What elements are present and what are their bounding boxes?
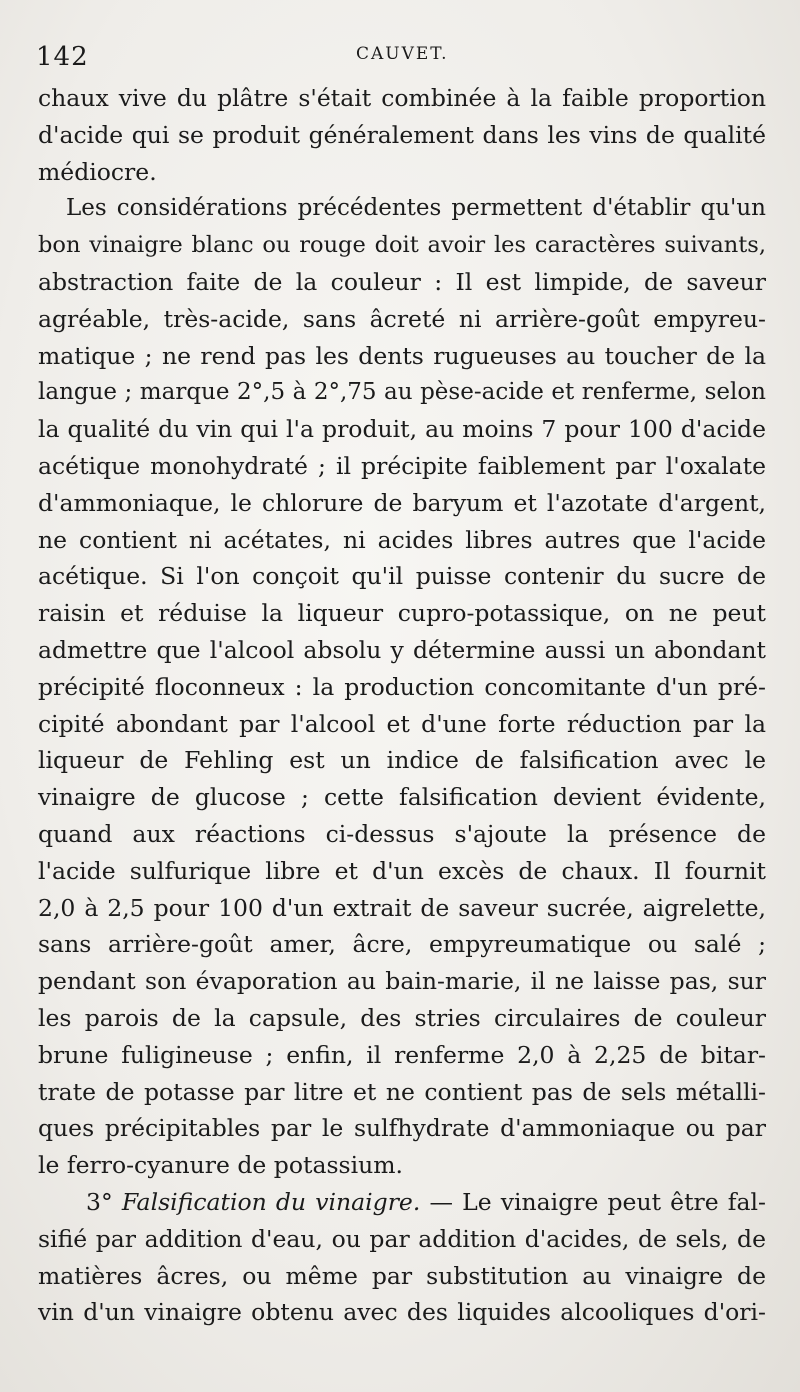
body-text bbox=[38, 80, 766, 1331]
text-line: agréable, très-acide, sans âcreté ni arrière-goût empyreu- bbox=[38, 304, 766, 333]
text-line: le ferro-cyanure de potassium. bbox=[38, 1151, 403, 1180]
text-line: matique ; ne rend pas les dents rugueuses au toucher de la bbox=[38, 341, 766, 370]
text-line: liqueur de Fehling est un indice de falsification avec le bbox=[38, 746, 766, 775]
section-title: Falsification du vinaigre. bbox=[121, 1187, 421, 1216]
text-line: langue ; marque 2°,5 à 2°,75 au pèse-acide et renferme, selon bbox=[38, 379, 766, 406]
text-line: l'acide sulfurique libre et d'un excès de chaux. Il fournit bbox=[38, 856, 766, 885]
text-line: d'acide qui se produit généralement dans les vins de qualité bbox=[38, 120, 766, 149]
text-line: matières âcres, ou même par substitution au vinaigre de bbox=[38, 1261, 766, 1290]
page-header bbox=[36, 38, 760, 78]
text-line: sifié par addition d'eau, ou par addition d'acides, de sels, de bbox=[38, 1224, 766, 1253]
text-line: raisin et réduise la liqueur cupro-potassique, on ne peut bbox=[38, 599, 766, 628]
section-number: 3° bbox=[86, 1187, 113, 1216]
section-first-line-text: — Le vinaigre peut être fal- bbox=[429, 1187, 766, 1216]
text-line: pendant son évaporation au bain-marie, il ne laisse pas, sur bbox=[38, 967, 766, 996]
page-number: 142 bbox=[36, 42, 89, 72]
text-line: abstraction faite de la couleur : Il est limpide, de saveur bbox=[38, 267, 766, 296]
text-line: précipité floconneux : la production concomitante d'un pré- bbox=[38, 672, 766, 701]
text-line: ne contient ni acétates, ni acides libres autres que l'acide bbox=[38, 525, 766, 554]
text-line: quand aux réactions ci-dessus s'ajoute la présence de bbox=[38, 819, 766, 848]
text-line: cipité abondant par l'alcool et d'une forte réduction par la bbox=[38, 709, 766, 738]
text-line: les parois de la capsule, des stries circulaires de couleur bbox=[38, 1003, 766, 1032]
text-line: d'ammoniaque, le chlorure de baryum et l'azotate d'argent, bbox=[38, 488, 766, 517]
text-line: sans arrière-goût amer, âcre, empyreumatique ou salé ; bbox=[38, 930, 766, 959]
text-line: admettre que l'alcool absolu y détermine aussi un abondant bbox=[38, 635, 766, 664]
text-line: acétique. Si l'on conçoit qu'il puisse contenir du sucre de bbox=[38, 562, 766, 591]
text-line: la qualité du vin qui l'a produit, au moins 7 pour 100 d'acide bbox=[38, 415, 766, 444]
text-line: bon vinaigre blanc ou rouge doit avoir les caractères suivants, bbox=[38, 232, 766, 259]
text-line: vinaigre de glucose ; cette falsification devient évidente, bbox=[38, 783, 766, 812]
section-heading-line bbox=[38, 1184, 766, 1221]
text-line: Les considérations précédentes permettent d'établir qu'un bbox=[66, 195, 766, 222]
text-line: ques précipitables par le sulfhydrate d'ammoniaque ou par bbox=[38, 1114, 766, 1143]
text-line: 2,0 à 2,5 pour 100 d'un extrait de saveur sucrée, aigrelette, bbox=[38, 893, 766, 922]
text-line: médiocre. bbox=[38, 157, 157, 186]
text-line: trate de potasse par litre et ne contient pas de sels métalli- bbox=[38, 1077, 766, 1106]
text-line: brune fuligineuse ; enfin, il renferme 2,0 à 2,25 de bitar- bbox=[38, 1040, 766, 1069]
text-line: acétique monohydraté ; il précipite faiblement par l'oxalate bbox=[38, 451, 766, 480]
running-head: CAUVET. bbox=[356, 44, 449, 64]
text-line: vin d'un vinaigre obtenu avec des liquides alcooliques d'ori- bbox=[38, 1298, 766, 1327]
text-line: chaux vive du plâtre s'était combinée à la faible proportion bbox=[38, 84, 766, 112]
